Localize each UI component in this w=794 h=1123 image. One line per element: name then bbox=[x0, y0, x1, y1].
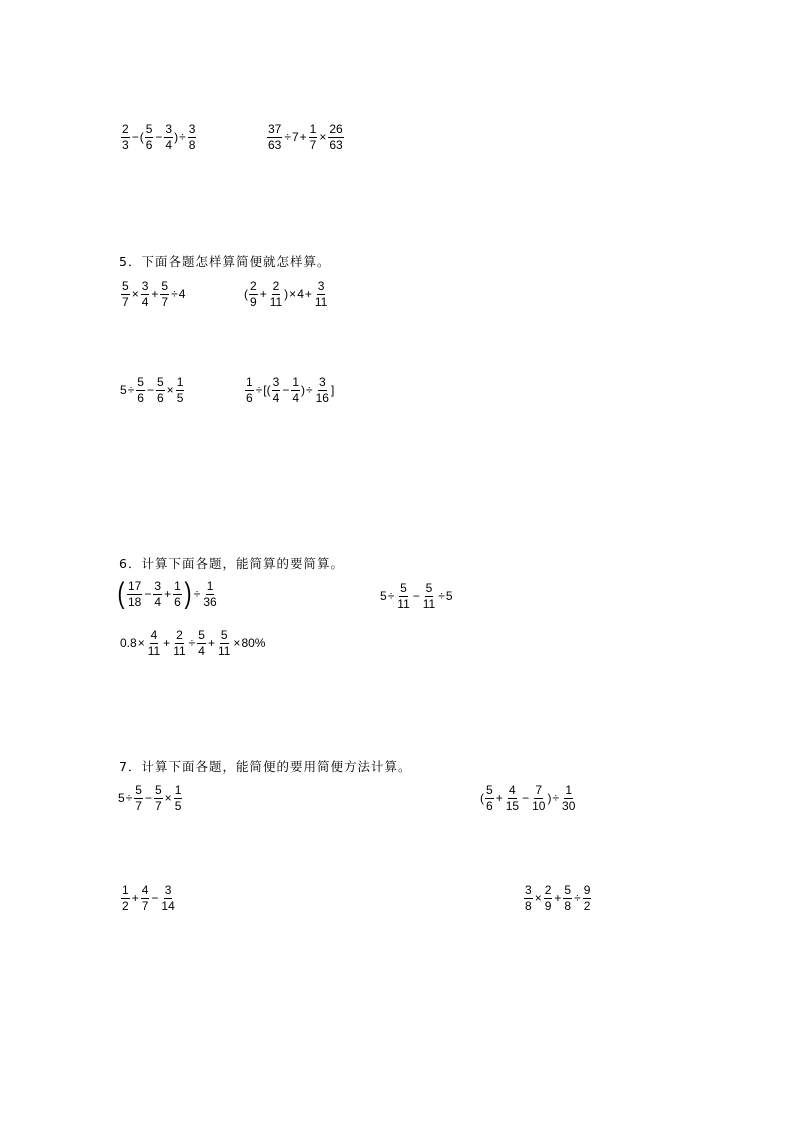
denominator: 5 bbox=[176, 390, 184, 405]
numerator: 4 bbox=[141, 883, 149, 897]
expression-6a bbox=[116, 579, 219, 609]
numerator: 3 bbox=[141, 279, 149, 293]
left-paren: ( bbox=[480, 791, 484, 806]
fraction bbox=[269, 280, 283, 308]
fraction bbox=[141, 280, 150, 308]
denominator: 8 bbox=[564, 898, 572, 913]
numerator: 17 bbox=[128, 578, 142, 593]
left-bracket: [ bbox=[263, 383, 267, 398]
denominator: 16 bbox=[315, 390, 329, 405]
numerator: 5 bbox=[198, 628, 205, 642]
fraction bbox=[272, 376, 281, 404]
denominator: 6 bbox=[145, 137, 153, 152]
times-sign: × bbox=[289, 287, 297, 302]
expression-7b bbox=[480, 784, 577, 812]
denominator: 6 bbox=[137, 390, 144, 405]
number: 7 bbox=[291, 130, 299, 145]
numerator: 1 bbox=[246, 375, 253, 389]
fraction bbox=[485, 784, 494, 812]
expression-a2 bbox=[266, 123, 345, 151]
minus-sign: − bbox=[144, 791, 152, 806]
denominator: 11 bbox=[422, 596, 436, 611]
denominator: 11 bbox=[314, 294, 328, 309]
fraction bbox=[249, 280, 258, 308]
plus-sign: + bbox=[163, 636, 171, 651]
minus-sign: − bbox=[155, 130, 163, 145]
denominator: 7 bbox=[309, 137, 317, 152]
plus-sign: + bbox=[131, 891, 139, 906]
divide-sign: ÷ bbox=[255, 383, 263, 398]
fraction bbox=[583, 884, 592, 912]
denominator: 11 bbox=[173, 643, 186, 658]
numerator: 1 bbox=[174, 783, 182, 797]
fraction bbox=[544, 884, 553, 912]
expression-5a bbox=[120, 280, 185, 308]
plus-sign: + bbox=[554, 891, 562, 906]
fraction bbox=[188, 123, 197, 151]
denominator: 36 bbox=[203, 594, 217, 609]
right-paren: ) bbox=[547, 791, 552, 806]
plus-sign: + bbox=[207, 636, 215, 651]
numerator: 2 bbox=[544, 883, 552, 897]
fraction bbox=[141, 884, 150, 912]
denominator: 2 bbox=[122, 898, 129, 913]
numerator: 5 bbox=[220, 628, 228, 642]
number: 5 bbox=[118, 791, 125, 806]
denominator: 9 bbox=[544, 898, 552, 913]
numerator: 5 bbox=[137, 375, 144, 389]
left-paren: ( bbox=[244, 287, 248, 302]
times-sign: × bbox=[233, 636, 241, 651]
numerator: 3 bbox=[525, 883, 532, 897]
numerator: 5 bbox=[122, 279, 129, 293]
numerator: 1 bbox=[292, 375, 300, 389]
plus-sign: + bbox=[151, 287, 159, 302]
divide-sign: ÷ bbox=[284, 130, 291, 145]
fraction bbox=[563, 884, 572, 912]
denominator: 6 bbox=[156, 390, 164, 405]
divide-sign: ÷ bbox=[179, 130, 186, 145]
fraction bbox=[127, 580, 142, 608]
fraction bbox=[134, 784, 143, 812]
denominator: 4 bbox=[292, 390, 300, 405]
fraction bbox=[531, 784, 546, 812]
number: 5 bbox=[380, 589, 387, 604]
denominator: 8 bbox=[525, 898, 532, 913]
divide-sign: ÷ bbox=[127, 383, 135, 398]
number: 5 bbox=[445, 589, 453, 604]
numerator: 26 bbox=[329, 122, 343, 136]
denominator: 6 bbox=[486, 798, 493, 813]
denominator: 11 bbox=[397, 596, 410, 611]
fraction bbox=[245, 376, 254, 404]
numerator: 1 bbox=[206, 578, 214, 593]
right-paren: ) bbox=[174, 130, 179, 145]
expression-6b bbox=[380, 582, 453, 610]
fraction bbox=[121, 280, 130, 308]
left-paren: ( bbox=[139, 130, 144, 145]
fraction bbox=[267, 123, 282, 151]
denominator: 7 bbox=[135, 798, 142, 813]
expression-5b bbox=[244, 280, 329, 308]
times-sign: × bbox=[137, 636, 145, 651]
denominator: 18 bbox=[128, 594, 142, 609]
numerator: 5 bbox=[156, 375, 164, 389]
fraction bbox=[121, 123, 130, 151]
minus-sign: − bbox=[522, 791, 530, 806]
denominator: 9 bbox=[250, 294, 257, 309]
numerator: 1 bbox=[122, 883, 129, 897]
numerator: 37 bbox=[268, 122, 282, 136]
denominator: 6 bbox=[174, 594, 181, 609]
numerator: 3 bbox=[154, 578, 162, 593]
fraction bbox=[314, 280, 328, 308]
fraction bbox=[145, 123, 154, 151]
fraction bbox=[328, 123, 343, 151]
minus-sign: − bbox=[151, 891, 159, 906]
fraction bbox=[291, 376, 300, 404]
numerator: 3 bbox=[188, 122, 196, 136]
numerator: 4 bbox=[150, 628, 158, 642]
expression-7a bbox=[118, 784, 183, 812]
fraction bbox=[309, 123, 318, 151]
fraction bbox=[121, 884, 130, 912]
plus-sign: + bbox=[259, 287, 267, 302]
divide-sign: ÷ bbox=[438, 589, 445, 604]
numerator: 7 bbox=[535, 783, 543, 797]
denominator: 4 bbox=[165, 137, 173, 152]
fraction bbox=[153, 580, 162, 608]
denominator: 4 bbox=[198, 643, 205, 658]
denominator: 6 bbox=[246, 390, 253, 405]
times-sign: × bbox=[166, 383, 174, 398]
fraction bbox=[154, 784, 163, 812]
right-paren: ) bbox=[301, 383, 306, 398]
fraction bbox=[505, 784, 520, 812]
numerator: 2 bbox=[272, 279, 280, 293]
section-5-heading: 5．下面各题怎样算简便就怎样算。 bbox=[119, 254, 331, 269]
fraction bbox=[173, 580, 182, 608]
denominator: 7 bbox=[141, 898, 149, 913]
number: 5 bbox=[120, 383, 127, 398]
expression-5d bbox=[244, 376, 334, 404]
numerator: 1 bbox=[176, 375, 184, 389]
times-sign: × bbox=[534, 891, 542, 906]
denominator: 63 bbox=[268, 137, 282, 152]
denominator: 7 bbox=[161, 294, 169, 309]
numerator: 5 bbox=[400, 581, 407, 595]
divide-sign: ÷ bbox=[574, 891, 581, 906]
fraction bbox=[160, 884, 175, 912]
numerator: 5 bbox=[161, 279, 169, 293]
fraction bbox=[156, 376, 165, 404]
section-6-heading: 6．计算下面各题，能简算的要简算。 bbox=[119, 556, 344, 571]
plus-sign: + bbox=[495, 791, 503, 806]
divide-sign: ÷ bbox=[306, 383, 313, 398]
numerator: 1 bbox=[309, 122, 317, 136]
minus-sign: − bbox=[144, 587, 152, 601]
divide-sign: ÷ bbox=[387, 589, 395, 604]
denominator: 4 bbox=[141, 294, 149, 309]
numerator: 1 bbox=[174, 578, 181, 593]
numerator: 2 bbox=[122, 122, 129, 136]
percent: 80% bbox=[241, 636, 266, 651]
minus-sign: − bbox=[146, 383, 154, 398]
divide-sign: ÷ bbox=[188, 636, 196, 651]
numerator: 9 bbox=[583, 883, 591, 897]
left-big-paren: ( bbox=[117, 577, 125, 610]
fraction bbox=[176, 376, 185, 404]
section-7-heading: 7．计算下面各题，能简便的要用简便方法计算。 bbox=[119, 759, 412, 774]
divide-sign: ÷ bbox=[171, 287, 178, 302]
expression-6c bbox=[120, 629, 265, 657]
fraction bbox=[422, 582, 436, 610]
times-sign: × bbox=[131, 287, 139, 302]
minus-sign: − bbox=[282, 383, 290, 398]
numerator: 3 bbox=[317, 279, 325, 293]
numerator: 5 bbox=[425, 581, 433, 595]
right-bracket: ] bbox=[330, 383, 335, 398]
numerator: 1 bbox=[565, 783, 573, 797]
denominator: 4 bbox=[154, 594, 162, 609]
minus-sign: − bbox=[412, 589, 420, 604]
fraction bbox=[147, 629, 161, 657]
numerator: 5 bbox=[135, 783, 142, 797]
times-sign: × bbox=[319, 130, 327, 145]
fraction bbox=[197, 629, 206, 657]
right-paren: ) bbox=[284, 287, 289, 302]
expression-7c bbox=[120, 884, 177, 912]
denominator: 7 bbox=[154, 798, 162, 813]
number: 4 bbox=[297, 287, 304, 302]
divide-sign: ÷ bbox=[552, 791, 560, 806]
plus-sign: + bbox=[299, 130, 307, 145]
numerator: 2 bbox=[176, 628, 183, 642]
fraction bbox=[561, 784, 576, 812]
expression-7d bbox=[523, 884, 592, 912]
fraction bbox=[172, 629, 186, 657]
numerator: 3 bbox=[165, 122, 173, 136]
numerator: 5 bbox=[145, 122, 153, 136]
denominator: 11 bbox=[217, 643, 231, 658]
fraction bbox=[160, 280, 169, 308]
denominator: 10 bbox=[532, 798, 546, 813]
fraction bbox=[396, 582, 410, 610]
denominator: 8 bbox=[188, 137, 196, 152]
fraction bbox=[524, 884, 533, 912]
number: 4 bbox=[178, 287, 186, 302]
denominator: 7 bbox=[122, 294, 129, 309]
divide-sign: ÷ bbox=[193, 587, 201, 601]
number: 0.8 bbox=[120, 636, 137, 651]
numerator: 5 bbox=[564, 883, 572, 897]
right-big-paren: ) bbox=[184, 577, 192, 610]
expression-5c bbox=[120, 376, 185, 404]
denominator: 63 bbox=[329, 137, 343, 152]
numerator: 3 bbox=[164, 883, 172, 897]
fraction bbox=[202, 580, 217, 608]
numerator: 5 bbox=[154, 783, 162, 797]
denominator: 2 bbox=[583, 898, 591, 913]
denominator: 30 bbox=[562, 798, 576, 813]
numerator: 4 bbox=[509, 783, 516, 797]
denominator: 3 bbox=[122, 137, 129, 152]
numerator: 3 bbox=[272, 375, 280, 389]
denominator: 11 bbox=[147, 643, 161, 658]
times-sign: × bbox=[164, 791, 172, 806]
fraction bbox=[164, 123, 173, 151]
plus-sign: + bbox=[164, 587, 172, 601]
plus-sign: + bbox=[304, 287, 312, 302]
fraction bbox=[315, 376, 330, 404]
denominator: 11 bbox=[269, 294, 283, 309]
denominator: 14 bbox=[161, 898, 175, 913]
denominator: 15 bbox=[505, 798, 520, 813]
left-paren: ( bbox=[266, 383, 271, 398]
expression-a1 bbox=[120, 123, 197, 151]
fraction bbox=[136, 376, 145, 404]
denominator: 5 bbox=[174, 798, 182, 813]
denominator: 4 bbox=[272, 390, 280, 405]
numerator: 3 bbox=[318, 375, 326, 389]
numerator: 5 bbox=[486, 783, 493, 797]
fraction bbox=[217, 629, 231, 657]
minus-sign: − bbox=[131, 130, 139, 145]
fraction bbox=[174, 784, 183, 812]
numerator: 2 bbox=[250, 279, 257, 293]
divide-sign: ÷ bbox=[125, 791, 133, 806]
